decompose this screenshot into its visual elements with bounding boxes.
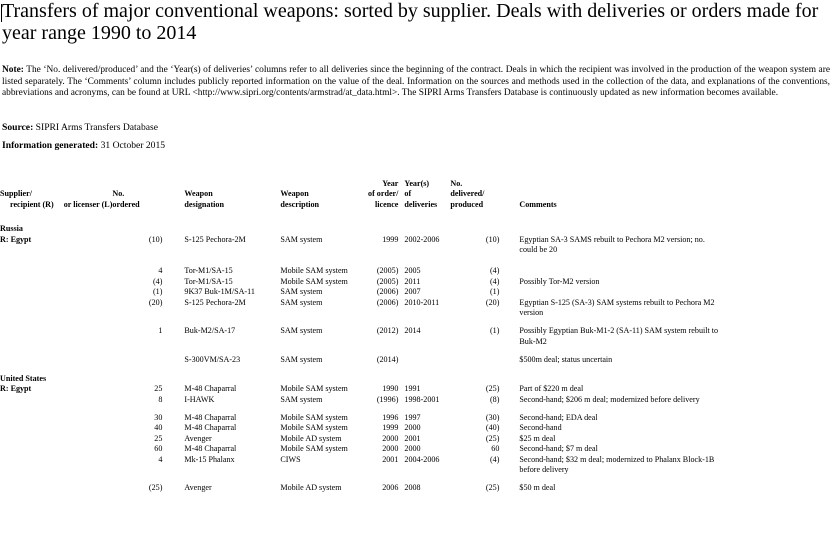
cell-designation: M-48 Chaparral [184, 444, 237, 454]
cell-comment [519, 255, 719, 276]
header-ordered: No. ordered [112, 189, 140, 209]
cell-year-order: (2006) [376, 287, 399, 297]
header-supplier: Supplier/ recipient (R) or licenser (L) [0, 189, 113, 209]
note-text: The ‘No. delivered/produced’ and the ‘Year(s) of deliveries’ columns refer to all deliveries since the beginning of the contract. Deals in which the recipient was involved in the production of the weapon system are listed separately. The ‘Comments’ column includes publicly reported information on the value of the deal. Information on the sources and methods used in the collection of the data, and explanations of the conventions, abbreviations and acronyms, can be found at URL <http://www.sipri.org/contents/armstrad/at_data.html>. The SIPRI Arms Transfers Database is continuously updated as new information becomes available. [2, 65, 830, 98]
cell-delivered: (25) [485, 483, 500, 493]
note-paragraph [2, 65, 830, 100]
cell-description: SAM system [280, 355, 323, 365]
cell-designation: S-125 Pechora-2M [184, 234, 246, 244]
table-row [0, 298, 719, 319]
cell-comment: Second-hand [519, 423, 562, 433]
table-header-row [0, 179, 719, 210]
cell-delivered: (30) [485, 412, 500, 422]
cell-year-order: 2000 [382, 433, 399, 443]
page-title: Transfers of major conventional weapons: sorted by supplier. Deals with deliveries or orders made for year range 1990 to 2014 [2, 0, 819, 44]
transfers-table [0, 179, 719, 494]
cell-designation: Mk-15 Phalanx [184, 454, 235, 464]
cell-recipient [0, 423, 112, 433]
cell-designation: M-48 Chaparral [184, 384, 237, 394]
cell-designation: M-48 Chaparral [184, 412, 237, 422]
cell-deliveries: 2002-2006 [404, 234, 440, 244]
cell-comment: Possibly Tor-M2 version [519, 276, 600, 286]
cell-comment: Second-hand; $32 m deal; modernized to Phalanx Block-1B before delivery [519, 454, 715, 474]
usa-section [0, 366, 719, 494]
cell-delivered: (40) [485, 423, 500, 433]
cell-ordered: 8 [158, 394, 163, 404]
header-year-order: Year of order/ licence [368, 179, 399, 209]
cell-year-order: 1990 [382, 384, 399, 394]
cell-description: Mobile SAM system [280, 412, 348, 422]
cell-comment: Second-hand; $7 m deal [519, 444, 598, 454]
cell-ordered: 40 [154, 423, 163, 433]
cell-ordered: 1 [158, 326, 163, 336]
source-line [2, 122, 158, 134]
source-value: SIPRI Arms Transfers Database [35, 122, 158, 133]
cell-delivered: (10) [485, 234, 500, 244]
cell-year-order: (2014) [376, 355, 399, 365]
cell-year-order: (2006) [376, 297, 399, 307]
cell-description: Mobile AD system [280, 433, 342, 443]
cell-ordered: 60 [154, 444, 163, 454]
table-row [0, 444, 719, 454]
cell-ordered [112, 347, 184, 365]
cell-description: Mobile SAM system [280, 423, 348, 433]
cell-designation: Tor-M1/SA-15 [184, 276, 233, 286]
cell-delivered: (1) [489, 326, 500, 336]
cell-description: SAM system [280, 394, 323, 404]
cell-recipient [0, 444, 112, 454]
cell-delivered: (25) [485, 384, 500, 394]
cell-year-order: 2006 [382, 483, 399, 493]
cell-deliveries: 2014 [404, 326, 421, 336]
cell-designation: Tor-M1/SA-15 [184, 266, 233, 276]
generated-line [2, 140, 165, 152]
cell-deliveries [404, 347, 450, 365]
cell-delivered: (8) [489, 394, 500, 404]
cell-comment: Part of $220 m deal [519, 384, 584, 394]
cell-description: Mobile SAM system [280, 384, 348, 394]
cell-description: SAM system [280, 326, 323, 336]
cell-description: Mobile SAM system [280, 276, 348, 286]
header-delivered: No. delivered/ produced [450, 179, 485, 209]
cell-recipient: R: Egypt [0, 234, 32, 244]
table-row [0, 384, 719, 394]
cell-description: Mobile SAM system [280, 266, 348, 276]
cell-comment: Second-hand; $206 m deal; modernized before delivery [519, 394, 700, 404]
cell-designation: M-48 Chaparral [184, 423, 237, 433]
cell-description: CIWS [280, 454, 301, 464]
cell-year-order: (2005) [376, 276, 399, 286]
cell-designation: 9K37 Buk-1M/SA-11 [184, 287, 255, 297]
supplier-row [0, 210, 719, 234]
cell-ordered: 4 [158, 266, 163, 276]
cell-ordered: 30 [154, 412, 163, 422]
cell-ordered: (25) [148, 483, 163, 493]
supplier-row [0, 366, 719, 384]
cell-designation: S-125 Pechora-2M [184, 297, 246, 307]
cell-description: Mobile SAM system [280, 444, 348, 454]
cell-deliveries: 1991 [404, 384, 421, 394]
cell-recipient [0, 287, 112, 297]
table-row [0, 287, 719, 297]
cell-year-order: 1999 [382, 423, 399, 433]
source-label: Source: [2, 122, 34, 133]
cell-delivered: (4) [489, 276, 500, 286]
table-row [0, 475, 719, 493]
cell-delivered: (1) [489, 287, 500, 297]
cell-recipient [0, 405, 112, 423]
cell-ordered: 25 [154, 384, 163, 394]
cell-recipient [0, 277, 112, 287]
cell-designation: I-HAWK [184, 394, 215, 404]
cell-year-order: (1996) [376, 394, 399, 404]
cell-deliveries: 2007 [404, 287, 421, 297]
cell-delivered [450, 347, 519, 365]
cell-ordered: (10) [148, 234, 163, 244]
table-row [0, 455, 719, 476]
cell-deliveries: 2011 [404, 276, 421, 286]
note-label: Note: [2, 65, 24, 75]
cell-deliveries: 2001 [404, 433, 421, 443]
table-row [0, 405, 719, 423]
table-row [0, 235, 719, 256]
cell-recipient [0, 347, 112, 365]
header-comments: Comments [519, 199, 557, 209]
table-row [0, 347, 719, 365]
table-row [0, 318, 719, 347]
cell-recipient [0, 318, 112, 347]
cell-delivered: (4) [489, 454, 500, 464]
cell-year-order: 1996 [382, 412, 399, 422]
cell-designation: Avenger [184, 433, 212, 443]
cell-comment: $500m deal; status uncertain [519, 355, 613, 365]
cell-delivered: (20) [485, 297, 500, 307]
cell-comment: Possibly Egyptian Buk-M1-2 (SA-11) SAM system rebuilt to Buk-M2 [519, 326, 719, 346]
cell-recipient [0, 298, 112, 319]
cell-year-order: (2012) [376, 326, 399, 336]
supplier-name: Russia [0, 224, 23, 234]
cell-year-order: 2000 [382, 444, 399, 454]
header-year-deliveries: Year(s) of deliveries [404, 179, 438, 209]
cell-deliveries: 2008 [404, 483, 421, 493]
header-designation: Weapon designation [184, 189, 224, 209]
header-description: Weapon description [280, 189, 320, 209]
cell-year-order: 2001 [382, 454, 399, 464]
cell-description: Mobile AD system [280, 483, 342, 493]
cell-recipient [0, 455, 112, 476]
cell-ordered: (20) [148, 297, 163, 307]
cell-deliveries: 1997 [404, 412, 421, 422]
cell-deliveries: 2005 [404, 266, 421, 276]
cell-comment [519, 287, 719, 297]
cell-delivered: (25) [485, 433, 500, 443]
cell-ordered: (4) [152, 276, 163, 286]
cell-year-order: (2005) [376, 266, 399, 276]
cell-recipient [0, 475, 112, 493]
cell-comment: Egyptian S-125 (SA-3) SAM systems rebuilt to Pechora M2 version [519, 297, 715, 318]
table-row [0, 255, 719, 276]
russia-section [0, 210, 719, 365]
cell-recipient [0, 395, 112, 405]
generated-label: Information generated: [2, 140, 99, 151]
cell-comment: Second-hand; EDA deal [519, 412, 598, 422]
table-row [0, 395, 719, 405]
cell-recipient [0, 255, 112, 276]
cell-recipient [0, 434, 112, 444]
cell-recipient: R: Egypt [0, 384, 32, 394]
cell-designation: Avenger [184, 483, 212, 493]
cell-comment: $50 m deal [519, 483, 556, 493]
supplier-name: United States [0, 373, 47, 383]
cell-comment: Egyptian SA-3 SAMS rebuilt to Pechora M2 version; no. could be 20 [519, 234, 705, 255]
cell-deliveries: 2010-2011 [404, 297, 440, 307]
cell-ordered: 4 [158, 454, 163, 464]
cell-deliveries: 2000 [404, 444, 421, 454]
cell-delivered: 60 [491, 444, 500, 454]
table-row [0, 434, 719, 444]
cell-designation: S-300VM/SA-23 [184, 355, 241, 365]
cell-deliveries: 1998-2001 [404, 394, 440, 404]
cell-ordered: (1) [152, 287, 163, 297]
cell-year-order: 1999 [382, 234, 399, 244]
cell-deliveries: 2004-2006 [404, 454, 440, 464]
table-row [0, 423, 719, 433]
cell-description: SAM system [280, 287, 323, 297]
generated-value: 31 October 2015 [100, 140, 166, 151]
cell-comment: $25 m deal [519, 433, 556, 443]
cell-ordered: 25 [154, 433, 163, 443]
cell-delivered: (4) [489, 266, 500, 276]
table-row [0, 277, 719, 287]
cell-description: SAM system [280, 297, 323, 307]
cell-deliveries: 2000 [404, 423, 421, 433]
cell-designation: Buk-M2/SA-17 [184, 326, 236, 336]
cell-description: SAM system [280, 234, 323, 244]
